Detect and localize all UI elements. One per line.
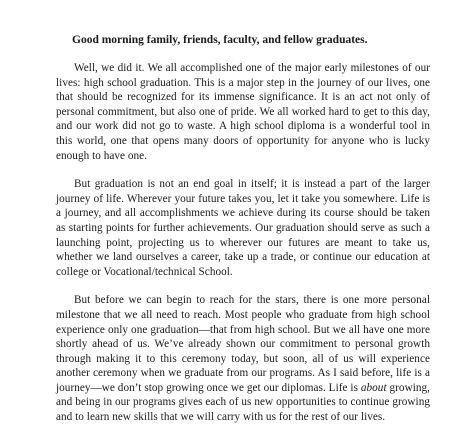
paragraph-3-text-after: growing, and being in our programs gives each of us new opportunities to continue growing and to learn new skills that we will carry with us for the rest of our lives.: [56, 381, 430, 424]
salutation-heading: Good morning family, friends, faculty, and fellow graduates.: [72, 34, 368, 46]
paragraph-3-text-before: But before we can begin to reach for the stars, there is one more personal milestone that we all need to reach. Most people who graduate from high school experience only one graduation—that from high school. But we all have one more shortly ahead of us. We’ve already shown our commitment to personal growth through making it to this ceremony today, but soon, all of us will experience another ceremony when we graduate from our programs. As I said before, life is a journey—we don’t stop growing once we get our diplomas. Life is: [56, 294, 430, 394]
paragraph-2: But graduation is not an end goal in itself; it is instead a part of the larger journey of life. Wherever your future takes you, let it take you somewhere. Life is a journey, and all accomplishments we achieve during its course should be taken as starting points for further achievements. Our graduation should serve as such a launching point, projecting us to wherever our futures are meant to take us, whether we land ourselves a career, take up a trade, or continue our education at college or Vocational/technical School.: [56, 178, 430, 278]
paragraph-3: [56, 293, 430, 424]
paragraph-1: Well, we did it. We all accomplished one of the major early milestones of our lives: high school graduation. This is a major step in the journey of our lives, one that should be recognized for its immense significance. It is an act not only of personal commitment, but also one of pride. We all worked hard to get to this day, and our work did not go to waste. A high school diploma is a wonderful tool in this world, one that opens many doors of opportunity for anyone who is lucky enough to have one.: [56, 62, 430, 162]
paragraph-3-emphasis: about: [360, 381, 387, 394]
